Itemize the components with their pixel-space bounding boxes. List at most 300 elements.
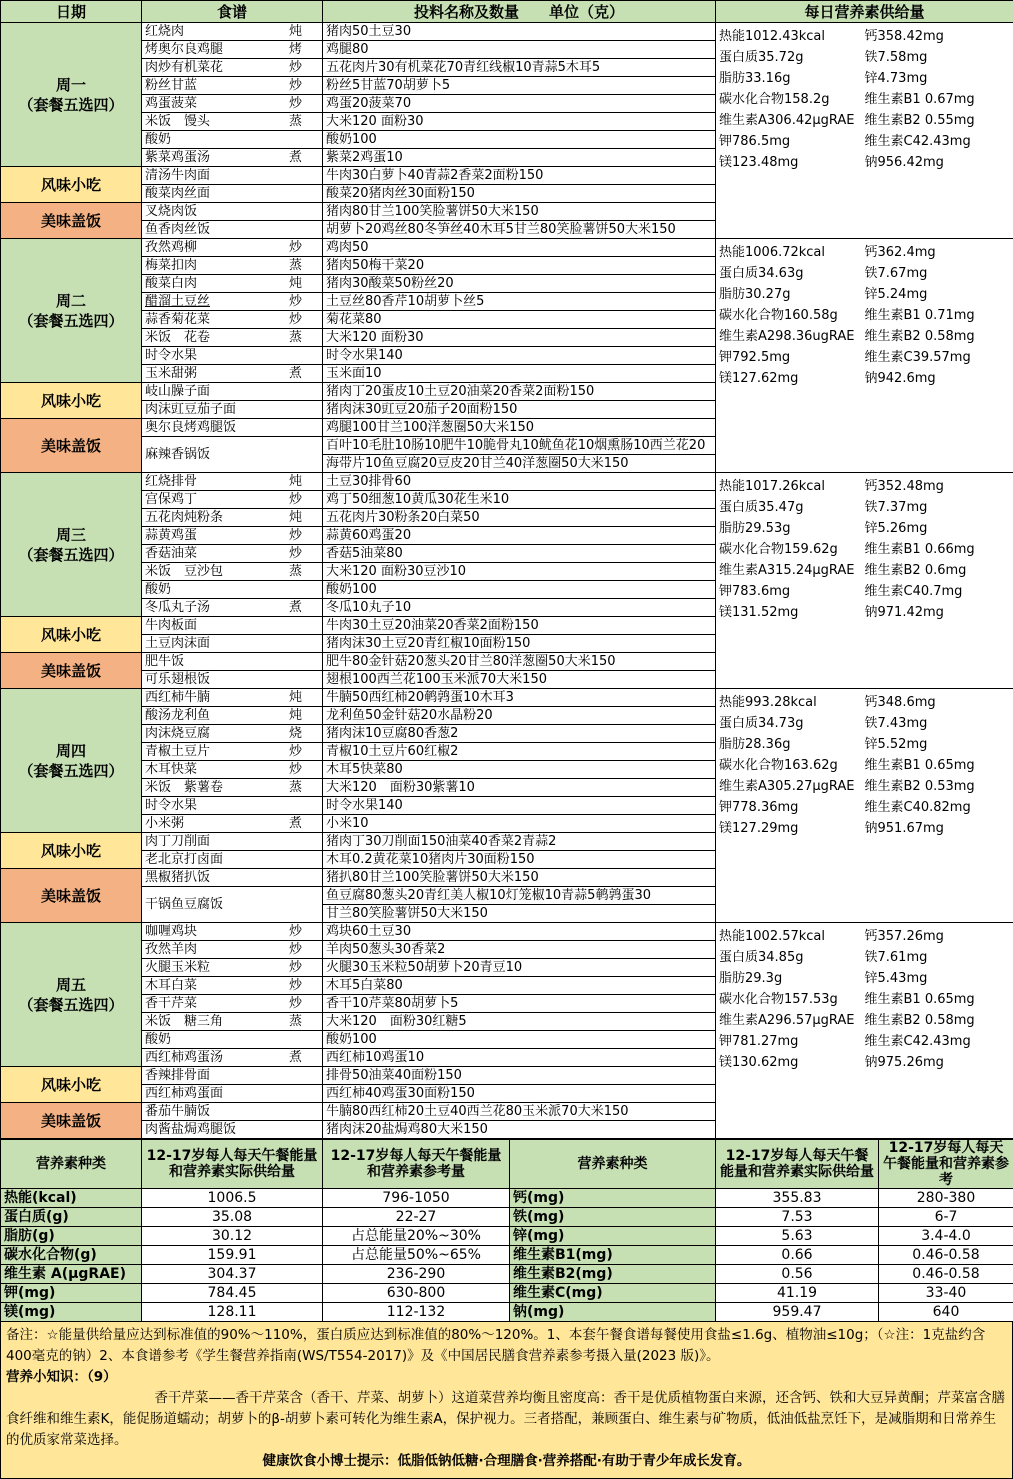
nutrient-value: 热能1006.72kcal: [719, 242, 865, 263]
dish-cell: [142, 23, 323, 41]
dish-name: 蒜黄鸡蛋: [145, 527, 197, 544]
dish-cell: [142, 815, 323, 833]
day-label-cell: 周二 （套餐五选四）: [1, 239, 142, 383]
dish-cell: [142, 1013, 323, 1031]
cooking-method: 蒸: [287, 329, 319, 346]
dish-cell: [142, 59, 323, 77]
dish-cell: [142, 113, 323, 131]
dish-cell: [142, 203, 323, 221]
cooking-method: 炒: [287, 923, 319, 940]
menu-row: [1, 473, 1013, 491]
dish-name: 清汤牛肉面: [145, 167, 210, 184]
dish-name: 米饭 豆沙包: [145, 563, 223, 580]
dish-name: 孜然羊肉: [145, 941, 197, 958]
ingredient-cell: 牛腩50西红柿20鹌鹑蛋10木耳3: [323, 689, 716, 707]
summary-header-reference-left: 12-17岁每人每天午餐能量和营养素参考量: [323, 1140, 510, 1189]
dish-cell: [142, 41, 323, 59]
summary-row: [1, 1284, 1013, 1303]
nutrient-value: 热能1012.43kcal: [719, 26, 865, 47]
dish-name: 麻辣香锅饭: [145, 446, 210, 463]
nutrient-value: 钾783.6mg: [719, 581, 865, 602]
dish-name: 酸奶: [145, 1031, 171, 1048]
col-header-date: 日期: [1, 1, 142, 23]
dish-cell: [142, 473, 323, 491]
nutrient-type-cell: 钠(mg): [510, 1303, 716, 1322]
menu-row: [1, 23, 1013, 41]
cooking-method: 煮: [287, 599, 319, 616]
nutrient-type-cell: 铁(mg): [510, 1208, 716, 1227]
nutrient-value: 锌5.26mg: [865, 518, 1011, 539]
nutrient-value: 蛋白质34.85g: [719, 947, 865, 968]
notes-footer: [0, 1322, 1013, 1479]
cooking-method: 炒: [287, 941, 319, 958]
dish-name: 肉酱盐焗鸡腿饭: [145, 1121, 236, 1138]
dish-name: 梅菜扣肉: [145, 257, 197, 274]
cooking-method: 炒: [287, 977, 319, 994]
dish-cell: [142, 725, 323, 743]
nutrient-value: 钙357.26mg: [865, 926, 1011, 947]
dish-cell: [142, 131, 323, 149]
nutrient-value: 维生素A306.42μgRAE: [719, 110, 865, 131]
dish-cell: [142, 311, 323, 329]
nutrition-cell: [716, 23, 1013, 239]
dish-name: 西红柿鸡蛋面: [145, 1085, 223, 1102]
nutrient-value: 碳水化合物160.58g: [719, 305, 865, 326]
nutrient-column: [719, 476, 865, 623]
ingredient-cell: 猪肉50土豆30: [323, 23, 716, 41]
nutrient-summary-table: [0, 1139, 1013, 1322]
ingredient-cell: 猪肉30酸菜50粉丝20: [323, 275, 716, 293]
ingredient-cell: 木耳5快菜80: [323, 761, 716, 779]
nutrient-amount-cell: 630-800: [323, 1284, 510, 1303]
dish-cell: [142, 329, 323, 347]
cooking-method: 炒: [287, 311, 319, 328]
nutrient-amount-cell: 22-27: [323, 1208, 510, 1227]
menu-header-row: [1, 1, 1013, 23]
nutrition-cell: [716, 689, 1013, 923]
nutrient-amount-cell: 7.53: [716, 1208, 879, 1227]
ingredient-cell: 大米120 面粉30: [323, 329, 716, 347]
dish-name: 青椒土豆片: [145, 743, 210, 760]
menu-row: [1, 923, 1013, 941]
nutrient-amount-cell: 占总能量50%~65%: [323, 1246, 510, 1265]
dish-cell: [142, 617, 323, 635]
rice-label-cell: 美味盖饭: [1, 1103, 142, 1139]
nutrient-value: 镁131.52mg: [719, 602, 865, 623]
ingredient-cell: 猪肉丁30刀削面150油菜40香菜2青蒜2: [323, 833, 716, 851]
nutrient-amount-cell: 640: [879, 1303, 1013, 1322]
ingredient-cell: 猪肉50梅干菜20: [323, 257, 716, 275]
nutrient-value: 脂肪29.3g: [719, 968, 865, 989]
nutrition-cell: [716, 923, 1013, 1139]
nutrient-value: 钾786.5mg: [719, 131, 865, 152]
nutrient-value: 锌4.73mg: [865, 68, 1011, 89]
nutrient-value: 钙358.42mg: [865, 26, 1011, 47]
snack-label-cell: 风味小吃: [1, 617, 142, 653]
nutrient-value: 蛋白质34.73g: [719, 713, 865, 734]
cooking-method: 炒: [287, 239, 319, 256]
nutrient-amount-cell: 128.11: [142, 1303, 323, 1322]
nutrient-value: 锌5.43mg: [865, 968, 1011, 989]
cooking-method: 蒸: [287, 257, 319, 274]
dish-cell: [142, 1067, 323, 1085]
ingredient-cell: 香菇5油菜80: [323, 545, 716, 563]
summary-row: [1, 1246, 1013, 1265]
cooking-method: 炒: [287, 77, 319, 94]
nutrient-amount-cell: 159.91: [142, 1246, 323, 1265]
snack-label-cell: 风味小吃: [1, 383, 142, 419]
nutrient-amount-cell: 35.08: [142, 1208, 323, 1227]
ingredient-cell: 酸奶100: [323, 131, 716, 149]
nutrient-amount-cell: 355.83: [716, 1189, 879, 1208]
dish-name: 木耳白菜: [145, 977, 197, 994]
col-header-recipe: 食谱: [142, 1, 323, 23]
ingredient-cell: 西红柿10鸡蛋10: [323, 1049, 716, 1067]
ingredient-cell: 鸡腿100甘兰100洋葱圈50大米150: [323, 419, 716, 437]
nutrient-value: 镁127.29mg: [719, 818, 865, 839]
nutrient-amount-cell: 33-40: [879, 1284, 1013, 1303]
day-label-cell: 周四 （套餐五选四）: [1, 689, 142, 833]
summary-row: [1, 1303, 1013, 1322]
dish-cell: [142, 527, 323, 545]
snack-label-cell: 风味小吃: [1, 1067, 142, 1103]
summary-header-actual-right: 12-17岁每人每天午餐能量和营养素实际供给量: [716, 1140, 879, 1189]
dish-name: 香菇油菜: [145, 545, 197, 562]
dish-name: 紫菜鸡蛋汤: [145, 149, 210, 166]
nutrient-amount-cell: 3.4-4.0: [879, 1227, 1013, 1246]
dish-name: 酸奶: [145, 581, 171, 598]
nutrient-value: 钠951.67mg: [865, 818, 1011, 839]
ingredient-cell: 粉丝5甘蓝70胡萝卜5: [323, 77, 716, 95]
ingredient-cell: 肥牛80金针菇20葱头20甘兰80洋葱圈50大米150: [323, 653, 716, 671]
nutrient-value: 锌5.52mg: [865, 734, 1011, 755]
menu-row: [1, 689, 1013, 707]
nutrient-column: [865, 692, 1011, 839]
nutrient-value: 碳水化合物163.62g: [719, 755, 865, 776]
ingredient-cell: 时令水果140: [323, 797, 716, 815]
ingredient-cell: 大米120 面粉30红糖5: [323, 1013, 716, 1031]
ingredient-cell: 牛肉30土豆20油菜20香菜2面粉150: [323, 617, 716, 635]
nutrient-column: [719, 692, 865, 839]
summary-row: [1, 1227, 1013, 1246]
cooking-method: 炒: [287, 743, 319, 760]
cooking-method: 煮: [287, 1049, 319, 1066]
dish-cell: [142, 797, 323, 815]
dish-name: 西红柿鸡蛋汤: [145, 1049, 223, 1066]
dish-name: 宫保鸡丁: [145, 491, 197, 508]
dish-cell: [142, 293, 323, 311]
dish-name: 红烧排骨: [145, 473, 197, 490]
cooking-method: 烤: [287, 41, 319, 58]
nutrient-value: 钙362.4mg: [865, 242, 1011, 263]
nutrient-amount-cell: 1006.5: [142, 1189, 323, 1208]
ingredient-cell: 木耳5白菜80: [323, 977, 716, 995]
ingredient-cell: 西红柿40鸡蛋30面粉150: [323, 1085, 716, 1103]
nutrient-value: 热能1017.26kcal: [719, 476, 865, 497]
snack-label-cell: 风味小吃: [1, 833, 142, 869]
dish-name: 番茄牛腩饭: [145, 1103, 210, 1120]
cooking-method: 煮: [287, 149, 319, 166]
nutrient-amount-cell: 280-380: [879, 1189, 1013, 1208]
nutrient-value: 碳水化合物159.62g: [719, 539, 865, 560]
cooking-method: 蒸: [287, 1013, 319, 1030]
dish-name: 火腿玉米粒: [145, 959, 210, 976]
nutrient-value: 维生素B1 0.67mg: [865, 89, 1011, 110]
nutrient-amount-cell: 6-7: [879, 1208, 1013, 1227]
nutrient-amount-cell: 0.56: [716, 1265, 879, 1284]
cooking-method: 蒸: [287, 113, 319, 130]
dish-name: 鱼香肉丝饭: [145, 221, 210, 238]
nutrient-value: 铁7.67mg: [865, 263, 1011, 284]
nutrient-value: 脂肪28.36g: [719, 734, 865, 755]
nutrient-value: 维生素C39.57mg: [865, 347, 1011, 368]
dish-cell: [142, 635, 323, 653]
ingredient-cell: 猪扒80甘兰100笑脸薯饼50大米150: [323, 869, 716, 887]
nutrient-value: 维生素B1 0.71mg: [865, 305, 1011, 326]
nutrient-column: [719, 26, 865, 173]
cooking-method: 炖: [287, 23, 319, 40]
dish-cell: [142, 1121, 323, 1139]
dish-cell: [142, 707, 323, 725]
dish-name: 岐山臊子面: [145, 383, 210, 400]
dish-cell: [142, 923, 323, 941]
dish-name: 玉米甜粥: [145, 365, 197, 382]
dish-cell: [142, 563, 323, 581]
nutrient-value: 维生素B1 0.65mg: [865, 989, 1011, 1010]
nutrient-amount-cell: 304.37: [142, 1265, 323, 1284]
dish-name: 奥尔良烤鸡腿饭: [145, 419, 236, 436]
dish-cell: [142, 959, 323, 977]
dish-cell: [142, 1031, 323, 1049]
nutrient-value: 维生素A305.27μgRAE: [719, 776, 865, 797]
dish-cell: [142, 383, 323, 401]
nutrient-value: 钾781.27mg: [719, 1031, 865, 1052]
cooking-method: 蒸: [287, 563, 319, 580]
summary-header-reference-right: 12-17岁每人每天午餐能量和营养素参考: [879, 1140, 1013, 1189]
nutrition-cell: [716, 473, 1013, 689]
dish-name: 酸菜肉丝面: [145, 185, 210, 202]
ingredient-cell: 翅根100西兰花100玉米派70大米150: [323, 671, 716, 689]
nutrient-value: 维生素B2 0.58mg: [865, 326, 1011, 347]
dish-cell: [142, 275, 323, 293]
ingredient-cell: 紫菜2鸡蛋10: [323, 149, 716, 167]
dish-name: 醋溜土豆丝: [145, 293, 210, 310]
cooking-method: 炖: [287, 689, 319, 706]
col-header-nutrition: 每日营养素供给量: [716, 1, 1013, 23]
nutrient-type-cell: 钙(mg): [510, 1189, 716, 1208]
dish-name: 叉烧肉饭: [145, 203, 197, 220]
ingredient-cell: 小米10: [323, 815, 716, 833]
day-label-cell: 周三 （套餐五选四）: [1, 473, 142, 617]
dish-name: 米饭 馒头: [145, 113, 210, 130]
nutrient-column: [865, 242, 1011, 389]
dish-cell: [142, 257, 323, 275]
nutrition-cell: [716, 239, 1013, 473]
nutrient-value: 维生素B1 0.65mg: [865, 755, 1011, 776]
note-health-tip: 健康饮食小博士提示：低脂低钠低糖·合理膳食·营养搭配·有助于青少年成长发育。: [6, 1451, 1007, 1472]
dish-cell: [142, 347, 323, 365]
ingredient-cell: 土豆30排骨60: [323, 473, 716, 491]
ingredient-cell: 火腿30玉米粒50胡萝卜20青豆10: [323, 959, 716, 977]
cooking-method: 炖: [287, 509, 319, 526]
dish-name: 香干芹菜: [145, 995, 197, 1012]
ingredient-cell: 五花肉片30粉条20白菜50: [323, 509, 716, 527]
nutrient-value: 碳水化合物157.53g: [719, 989, 865, 1010]
nutrient-column: [865, 926, 1011, 1073]
nutrient-value: 钾778.36mg: [719, 797, 865, 818]
nutrient-amount-cell: 5.63: [716, 1227, 879, 1246]
nutrient-column: [865, 26, 1011, 173]
nutrient-value: 热能993.28kcal: [719, 692, 865, 713]
summary-row: [1, 1208, 1013, 1227]
ingredient-cell: 木耳0.2黄花菜10猪肉片30面粉150: [323, 851, 716, 869]
dish-name: 老北京打卤面: [145, 851, 223, 868]
note-knowledge-body: 香干芹菜——香干芹菜含（香干、芹菜、胡萝卜）这道菜营养均衡且密度高：香干是优质植物蛋白来源，还含钙、铁和大豆异黄酮；芹菜富含膳食纤维和维生素K，能促肠道蠕动；胡萝卜的β-胡萝卜素可转化为维生素A，保护视力。三者搭配，兼顾蛋白、维生素与矿物质，低油低盐烹饪下，是减脂期和日常养生的优质家常菜选择。: [6, 1388, 1007, 1451]
nutrient-amount-cell: 0.46-0.58: [879, 1246, 1013, 1265]
nutrient-value: 蛋白质35.47g: [719, 497, 865, 518]
nutrient-value: 镁127.62mg: [719, 368, 865, 389]
dish-cell: [142, 509, 323, 527]
dish-cell: [142, 977, 323, 995]
ingredient-cell: 鸡丁50细葱10黄瓜30花生米10: [323, 491, 716, 509]
nutrient-value: 碳水化合物158.2g: [719, 89, 865, 110]
ingredient-cell: 蒜黄60鸡蛋20: [323, 527, 716, 545]
dish-name: 冬瓜丸子汤: [145, 599, 210, 616]
summary-header-type-right: 营养素种类: [510, 1140, 716, 1189]
dish-name: 时令水果: [145, 347, 197, 364]
note-remark: 备注：☆能量供给量应达到标准值的90%～110%，蛋白质应达到标准值的80%～120%。1、本套午餐食谱每餐使用食盐≤1.6g、植物油≤10g；（☆注：1克盐约含400毫克的钠）2、本食谱参考《学生餐营养指南(WS/T554-2017)》及《中国居民膳食营养素参考摄入量(2023 版)》。: [6, 1325, 1007, 1367]
nutrient-value: 铁7.37mg: [865, 497, 1011, 518]
dish-cell: [142, 779, 323, 797]
ingredient-cell: 猪肉80甘兰100笑脸薯饼50大米150: [323, 203, 716, 221]
dish-name: 土豆肉沫面: [145, 635, 210, 652]
rice-label-cell: 美味盖饭: [1, 419, 142, 473]
dish-cell: [142, 995, 323, 1013]
dish-cell: [142, 365, 323, 383]
summary-row: [1, 1189, 1013, 1208]
dish-cell: [142, 185, 323, 203]
ingredient-cell: 鱼豆腐80葱头20青红美人椒10灯笼椒10青蒜5鹌鹑蛋30: [323, 887, 716, 905]
ingredient-cell: 香干10芹菜80胡萝卜5: [323, 995, 716, 1013]
nutrient-amount-cell: 30.12: [142, 1227, 323, 1246]
summary-header-actual-left: 12-17岁每人每天午餐能量和营养素实际供给量: [142, 1140, 323, 1189]
nutrient-value: 蛋白质34.63g: [719, 263, 865, 284]
dish-name: 肉炒有机菜花: [145, 59, 223, 76]
dish-name: 香辣排骨面: [145, 1067, 210, 1084]
dish-cell: [142, 545, 323, 563]
ingredient-cell: 龙利鱼50金针菇20水晶粉20: [323, 707, 716, 725]
nutrient-value: 镁123.48mg: [719, 152, 865, 173]
nutrient-amount-cell: 959.47: [716, 1303, 879, 1322]
cooking-method: 炖: [287, 473, 319, 490]
cooking-method: 炖: [287, 275, 319, 292]
dish-name: 时令水果: [145, 797, 197, 814]
cooking-method: 炒: [287, 995, 319, 1012]
cooking-method: 炒: [287, 761, 319, 778]
ingredient-cell: 酸奶100: [323, 1031, 716, 1049]
nutrient-column: [719, 926, 865, 1073]
nutrient-value: 钠956.42mg: [865, 152, 1011, 173]
dish-cell: [142, 77, 323, 95]
nutrient-type-cell: 蛋白质(g): [1, 1208, 142, 1227]
dish-cell: [142, 941, 323, 959]
dish-name: 肉沫烧豆腐: [145, 725, 210, 742]
dish-cell: [142, 581, 323, 599]
nutrient-value: 维生素C42.43mg: [865, 131, 1011, 152]
cooking-method: 炒: [287, 527, 319, 544]
dish-cell: [142, 221, 323, 239]
ingredient-cell: 大米120 面粉30紫薯10: [323, 779, 716, 797]
nutrient-amount-cell: 236-290: [323, 1265, 510, 1284]
dish-name: 酸菜白肉: [145, 275, 197, 292]
cooking-method: 炒: [287, 293, 319, 310]
dish-name: 肉沫豇豆茄子面: [145, 401, 236, 418]
nutrient-type-cell: 维生素B1(mg): [510, 1246, 716, 1265]
cooking-method: 炖: [287, 707, 319, 724]
nutrient-value: 钠971.42mg: [865, 602, 1011, 623]
nutrient-amount-cell: 0.66: [716, 1246, 879, 1265]
dish-name: 西红柿牛腩: [145, 689, 210, 706]
ingredient-cell: 鸡块60土豆30: [323, 923, 716, 941]
nutrient-type-cell: 维生素 A(μgRAE): [1, 1265, 142, 1284]
ingredient-cell: 鸡肉50: [323, 239, 716, 257]
summary-header-row: [1, 1140, 1013, 1189]
dish-name: 酸汤龙利鱼: [145, 707, 210, 724]
nutrient-type-cell: 钾(mg): [1, 1284, 142, 1303]
dish-name: 黑椒猪扒饭: [145, 869, 210, 886]
ingredient-cell: 猪肉沫30豇豆20茄子20面粉150: [323, 401, 716, 419]
day-label-cell: 周一 （套餐五选四）: [1, 23, 142, 167]
day-label-cell: 周五 （套餐五选四）: [1, 923, 142, 1067]
ingredient-cell: 胡萝卜20鸡丝80冬笋丝40木耳5甘兰80笑脸薯饼50大米150: [323, 221, 716, 239]
ingredient-cell: 猪肉沫10豆腐80香葱2: [323, 725, 716, 743]
dish-name: 烤奥尔良鸡腿: [145, 41, 223, 58]
cooking-method: 炒: [287, 95, 319, 112]
nutrient-amount-cell: 784.45: [142, 1284, 323, 1303]
cooking-method: 炒: [287, 59, 319, 76]
nutrient-value: 铁7.61mg: [865, 947, 1011, 968]
ingredient-cell: 酸奶100: [323, 581, 716, 599]
nutrient-amount-cell: 41.19: [716, 1284, 879, 1303]
nutrient-value: 蛋白质35.72g: [719, 47, 865, 68]
ingredient-cell: 海带片10鱼豆腐20豆皮20甘兰40洋葱圈50大米150: [323, 455, 716, 473]
dish-cell: [142, 401, 323, 419]
nutrient-amount-cell: 0.46-0.58: [879, 1265, 1013, 1284]
dish-name: 牛肉板面: [145, 617, 197, 634]
dish-name: 肥牛饭: [145, 653, 184, 670]
dish-cell: [142, 437, 323, 473]
dish-cell: [142, 491, 323, 509]
nutrient-value: 维生素B2 0.55mg: [865, 110, 1011, 131]
dish-cell: [142, 167, 323, 185]
cooking-method: 蒸: [287, 779, 319, 796]
dish-cell: [142, 599, 323, 617]
rice-label-cell: 美味盖饭: [1, 203, 142, 239]
dish-cell: [142, 149, 323, 167]
ingredient-cell: 时令水果140: [323, 347, 716, 365]
dish-name: 干锅鱼豆腐饭: [145, 896, 223, 913]
rice-label-cell: 美味盖饭: [1, 653, 142, 689]
dish-cell: [142, 1049, 323, 1067]
ingredient-cell: 排骨50油菜40面粉150: [323, 1067, 716, 1085]
nutrient-value: 维生素B2 0.58mg: [865, 1010, 1011, 1031]
ingredient-cell: 菊花菜80: [323, 311, 716, 329]
ingredient-cell: 猪肉沫30土豆20青红椒10面粉150: [323, 635, 716, 653]
ingredient-cell: 牛腩80西红柿20土豆40西兰花80玉米派70大米150: [323, 1103, 716, 1121]
ingredient-cell: 猪肉丁20蛋皮10土豆20油菜20香菜2面粉150: [323, 383, 716, 401]
ingredient-cell: 百叶10毛肚10肠10肥牛10脆骨丸10鱿鱼花10烟熏肠10西兰花20: [323, 437, 716, 455]
dish-cell: [142, 869, 323, 887]
